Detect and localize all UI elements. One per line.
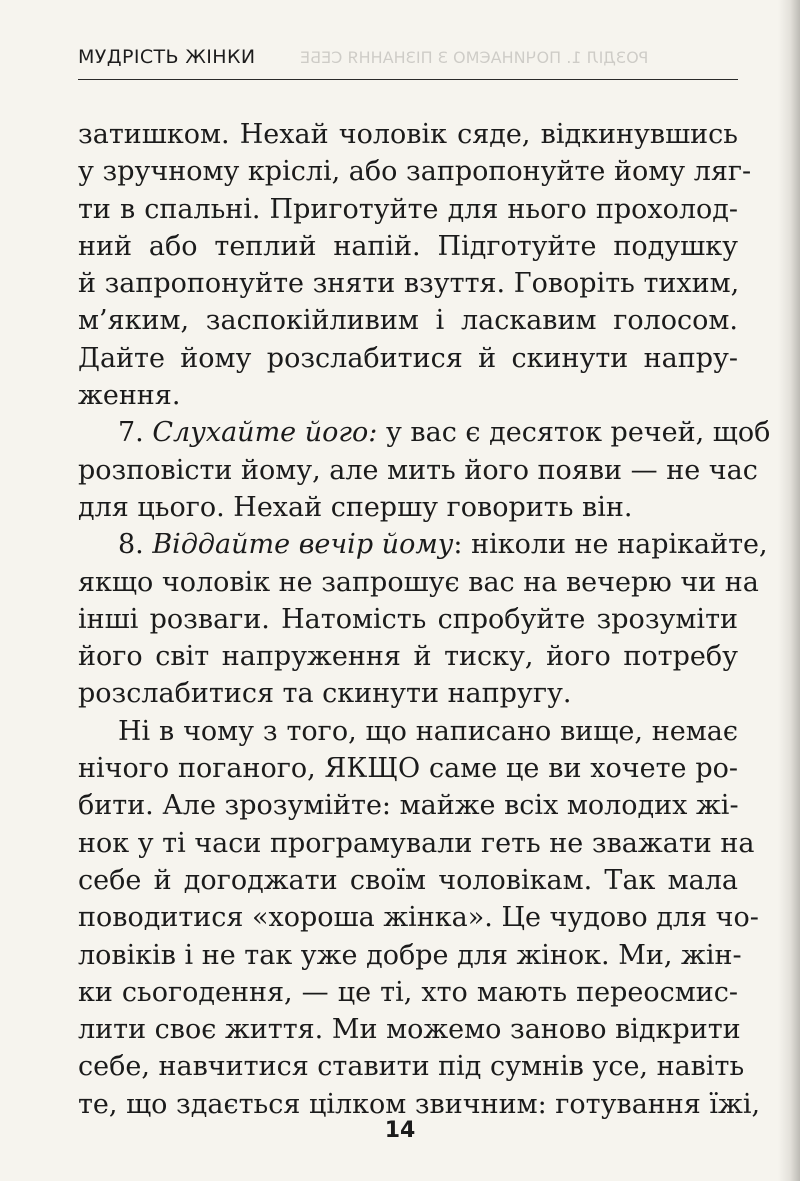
text-line: бити. Але зрозумійте: майже всіх молодих жі- xyxy=(78,790,739,822)
text-line: нок у ті часи програмували геть не зважати на xyxy=(78,827,755,859)
text-line: м’яким, заспокійливим і ласкавим голосом. xyxy=(78,305,738,337)
text-line: ки сьогодення, — це ті, хто мають переосмис- xyxy=(78,976,738,1008)
item-text: : ніколи не нарікайте, xyxy=(453,529,768,561)
paragraph-first-line: Ні в чому з того, що написано вище, немає xyxy=(118,715,738,747)
bleed-through-text: РОЗДІЛ 1. ПОЧИНАЄМО З ПІЗНАННЯ СЕБЕ xyxy=(300,48,649,67)
text-line: себе, навчитися ставити під сумнів усе, навіть xyxy=(78,1051,745,1083)
text-line: й запропонуйте зняти взуття. Говоріть тихим, xyxy=(78,268,740,300)
text-line: розповісти йому, але мить його появи — не час xyxy=(78,454,758,486)
item-number: 7. xyxy=(118,417,153,449)
text-line: його світ напруження й тиску, його потребу xyxy=(78,641,738,673)
item-title: Слухайте його: xyxy=(152,417,378,449)
text-line: затишком. Нехай чоловік сяде, відкинувшись xyxy=(78,119,738,150)
item-text: у вас є десяток речей, щоб xyxy=(377,417,771,449)
text-line: інші розваги. Натомість спробуйте зрозуміти xyxy=(78,603,738,635)
list-item-7-first-line xyxy=(78,414,771,451)
running-head: МУДРІСТЬ ЖІНКИ xyxy=(78,46,256,68)
text-line: лити своє життя. Ми можемо заново відкрити xyxy=(78,1014,741,1046)
body-text xyxy=(78,116,771,1123)
page-edge-shadow xyxy=(778,0,800,1181)
text-line: нічого поганого, ЯКЩО саме це ви хочете ро- xyxy=(78,753,738,785)
text-line: Дайте йому розслабитися й скинути напру- xyxy=(78,342,738,374)
text-line: поводитися «хороша жінка». Це чудово для чо- xyxy=(78,902,759,934)
item-number: 8. xyxy=(118,529,153,561)
text-line: ловіків і не так уже добре для жінок. Ми, жін- xyxy=(78,939,742,971)
text-line: у зручному кріслі, або запропонуйте йому ляг- xyxy=(78,156,752,188)
text-line: ження. xyxy=(78,380,181,412)
text-line: ний або теплий напій. Підготуйте подушку xyxy=(78,230,738,262)
text-line: якщо чоловік не запрошує вас на вечерю чи на xyxy=(78,566,759,598)
page-number: 14 xyxy=(384,1118,416,1143)
text-line: те, що здається цілком звичним: готування їжі, xyxy=(78,1088,761,1120)
text-line: розслабитися та скинути напругу. xyxy=(78,678,572,710)
header-rule xyxy=(78,79,738,80)
text-line: ти в спальні. Приготуйте для нього прохолод- xyxy=(78,193,738,225)
text-line: себе й догоджати своїм чоловікам. Так мала xyxy=(78,864,738,896)
text-line: для цього. Нехай спершу говорить він. xyxy=(78,491,633,523)
item-title: Віддайте вечір йому xyxy=(152,529,454,561)
list-item-8-first-line xyxy=(78,526,768,563)
